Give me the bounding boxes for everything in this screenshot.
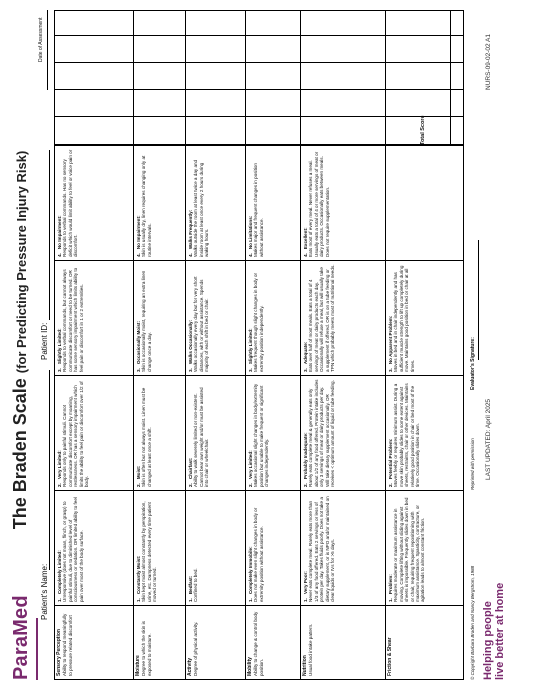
option-cell[interactable] xyxy=(301,261,385,376)
option-cell[interactable] xyxy=(55,376,133,491)
evaluator-signature-label: Evaluator's Signature: xyxy=(470,337,476,390)
option-num: 3. xyxy=(188,368,193,372)
title-sub: (for Predicting Pressure Injury Risk) xyxy=(14,150,29,374)
option-cell[interactable] xyxy=(246,491,300,606)
category-title: Moisture xyxy=(135,655,141,676)
option-cell[interactable] xyxy=(134,376,185,491)
category-row xyxy=(55,146,133,679)
option-text: Confined to bed. xyxy=(193,568,199,602)
option-text: Does not make even slight changes in body or extremity position without assistance. xyxy=(253,507,264,602)
category-title: Friction & Shear xyxy=(387,637,393,676)
option-text: Makes occasional slight changes in body/extremity position but unable to make frequent or significant changes independently. xyxy=(253,383,270,487)
option-cell[interactable] xyxy=(246,146,300,261)
option-name: Adequate: xyxy=(303,341,308,365)
option-cell[interactable] xyxy=(186,261,245,376)
option-cell[interactable] xyxy=(246,261,300,376)
option-name: Occasionally Moist: xyxy=(136,321,141,365)
option-cell[interactable] xyxy=(55,261,133,376)
category-desc: Ability to change & control body position. xyxy=(253,611,264,676)
date-line xyxy=(47,10,48,90)
evaluator-signature-field[interactable] xyxy=(478,240,479,360)
category-cell xyxy=(301,606,385,679)
option-name: Probably Inadequate: xyxy=(303,432,308,480)
option-text: Ability to walk severely limited or non-existent. Cannot bear own weight and/or must be assisted into chair or wheelchair. xyxy=(193,387,210,487)
option-cell[interactable] xyxy=(134,491,185,606)
page-title xyxy=(10,140,31,540)
option-text: Responds to verbal commands. Has no sensory deficit which would limit ability to feel or voice pain or discomfort. xyxy=(62,149,79,257)
option-name: Slightly Limited: xyxy=(248,328,253,365)
option-num: 1. xyxy=(136,598,141,602)
braden-table xyxy=(54,145,464,680)
score-grid xyxy=(54,10,464,145)
option-cell[interactable] xyxy=(246,376,300,491)
option-num: 1. xyxy=(388,598,393,602)
score-column-divider xyxy=(55,116,463,117)
category-row xyxy=(385,146,463,679)
option-text: Eats most of every meal. Never refuses a meal. Usually eats a total of 4 or more servings of meat or dairy products. Occasionally eats between meals. Does not require supplementation. xyxy=(308,151,330,257)
option-num: 3. xyxy=(248,368,253,372)
option-text: Skin kept moist almost constantly by perspiration, urine, etc. Dampness detected every time patient moved or turned. xyxy=(141,501,158,602)
option-num: 3. xyxy=(303,368,308,372)
score-row-divider xyxy=(450,11,451,144)
category-cell xyxy=(55,606,133,679)
option-num: 1. xyxy=(188,598,193,602)
option-name: Very Poor: xyxy=(303,571,308,595)
score-row-divider xyxy=(385,11,386,144)
category-title: Sensory Perception xyxy=(56,629,62,676)
option-cell[interactable] xyxy=(386,491,463,606)
option-text: Walks occasionally every day but for very short distances, with or without assistance. Spends majority of each shift in bed or chair. xyxy=(193,276,210,372)
logo-text: ParaMed xyxy=(10,595,32,680)
patient-id-label: Patient ID: xyxy=(40,322,49,360)
option-name: Potential Problem: xyxy=(388,438,393,480)
title-main: The Braden Scale xyxy=(10,378,30,530)
patient-id-field[interactable] xyxy=(49,150,50,320)
option-text: Eats over half of most meals. Eats a total of 4 servings of meat or dairy products each day. Occasionally will refuse a meal, but will usually take a supplement if offered. OR is on a tube feeding or TPN which probably meets most of nutritional needs. xyxy=(308,264,336,372)
option-name: No Limitations: xyxy=(248,215,253,250)
option-num: 2. xyxy=(248,483,253,487)
score-row-divider xyxy=(300,11,301,144)
option-num: 1. xyxy=(303,598,308,602)
category-desc: Usual food intake pattern. xyxy=(308,623,314,676)
option-text: Requires moderate or maximum assistance in moving. Complete lifting without sliding against sheets is impossible. Frequently slides down in bed or chair, requiring frequent repositioning with maximum assistance. Spasticity, contracture, or agitation leads to almost constant friction. xyxy=(393,497,426,602)
score-row-divider xyxy=(133,11,134,144)
option-name: No Apparent Problem: xyxy=(388,315,393,365)
option-cell[interactable] xyxy=(134,261,185,376)
option-text: Responds to verbal commands, but cannot always communicate discomfort or need to be turned. OR has some sensory impairment which limits ability to feel pain or discomfort in 1 or 2 extremities. xyxy=(62,267,84,372)
option-num: 4. xyxy=(136,253,141,257)
last-updated: LAST UPDATED: April 2025 xyxy=(485,398,492,480)
score-row-divider xyxy=(245,11,246,144)
option-name: Completely Immobile: xyxy=(248,546,253,595)
option-num: 4. xyxy=(57,253,62,257)
category-cell xyxy=(246,606,300,679)
option-text: Never eats complete meal. Rarely eats more than 1/3 of any food offered. Eats 2 servings or less of protein per day. Takes fluids poorly. Does not take a dietary supplement, or is NPO and/or maintained on clear liquids or IVs for >5 days. xyxy=(308,496,336,602)
option-cell[interactable] xyxy=(301,491,385,606)
option-cell[interactable] xyxy=(55,491,133,606)
option-name: Very Limited: xyxy=(248,450,253,480)
category-desc: Ability to respond meaningfully to pressure related discomfort xyxy=(62,613,73,676)
option-name: Completely Limited: xyxy=(57,550,62,595)
option-text: Responds only to painful stimuli. Cannot communicate discomfort except by moaning, restlessness. OR has a sensory impairment which limits the ability to feel pain or discomfort over 1/2 of body. xyxy=(62,381,90,487)
tagline-line-2: live better at home xyxy=(494,582,506,680)
reprinted-note: Reprinted with permission xyxy=(470,438,475,490)
option-num: 2. xyxy=(388,483,393,487)
option-num: 4. xyxy=(303,253,308,257)
date-of-assessment-label: Date of Assessment xyxy=(38,17,44,62)
category-desc: Degree of physical activity. xyxy=(193,621,199,676)
option-num: 3. xyxy=(57,368,62,372)
option-cell[interactable] xyxy=(386,261,463,376)
option-num: 2. xyxy=(136,483,141,487)
option-cell[interactable] xyxy=(186,491,245,606)
category-cell xyxy=(186,606,245,679)
option-num: 3. xyxy=(388,368,393,372)
option-name: Excellent: xyxy=(303,227,308,250)
option-cell xyxy=(386,146,463,261)
option-text: Makes major and frequent changes in position without assistance. xyxy=(253,163,264,257)
patient-name-field[interactable] xyxy=(49,370,50,570)
score-column-divider xyxy=(55,62,463,63)
patient-name-label: Patient's Name: xyxy=(40,563,49,620)
category-title: Nutrition xyxy=(302,655,308,676)
option-text: Makes frequent though slight changes in body or extremity position independently. xyxy=(253,272,264,372)
category-row xyxy=(133,146,185,679)
option-text: Skin is occasionally moist, requiring an extra linen change once a day. xyxy=(141,270,152,372)
option-cell[interactable] xyxy=(301,376,385,491)
option-name: Constantly Moist: xyxy=(136,555,141,595)
logo-underline xyxy=(36,618,38,680)
score-column-divider xyxy=(55,89,463,90)
option-text: Rarely eats complete meal & generally eats only about 1/2 of any food offered. Protein intake includes only 3 servings of meat or dairy products per day. Will take dietary supplement occasionally. OR receives < optimum amount of liquid or tube feeding. xyxy=(308,379,336,487)
option-name: Very Limited: xyxy=(57,450,62,480)
option-text: Walks outside the room at least twice a day and inside room at least once every 2 hours during waking hours. xyxy=(193,159,210,257)
total-score-label: Total Score xyxy=(420,115,426,145)
option-text: Moves in bed and in chair independently and has sufficient muscle strength to lift up completely during move. Maintains good position in bed or chair at all times. xyxy=(393,265,415,372)
option-num: 1. xyxy=(57,598,62,602)
option-name: No Impairment: xyxy=(136,215,141,250)
option-cell[interactable] xyxy=(55,146,133,261)
option-text: Unresponsive (does not moan, flinch, or grasp) to painful stimuli, due to diminished level of consciousness or sedation. OR limited ability to feel pain over most of the body surface. xyxy=(62,497,84,602)
paramed-logo xyxy=(10,595,33,680)
form-code: NURS-09-02-02 A1 xyxy=(485,34,492,90)
category-cell xyxy=(386,606,463,679)
option-name: Chairfast: xyxy=(188,457,193,480)
option-cell[interactable] xyxy=(186,146,245,261)
option-name: Slightly Limited: xyxy=(57,328,62,365)
score-row-divider xyxy=(185,11,186,144)
tagline-line-1: Helping people xyxy=(482,601,494,680)
option-num: 1. xyxy=(248,598,253,602)
form-footer xyxy=(470,0,533,690)
category-cell xyxy=(134,606,185,679)
option-num: 2. xyxy=(57,483,62,487)
category-row xyxy=(185,146,245,679)
option-name: Bedfast: xyxy=(188,575,193,595)
option-num: 4. xyxy=(248,253,253,257)
option-num: 2. xyxy=(303,483,308,487)
option-text: Moves feebly or requires minimum assist. During a move skin probably slides to some extent against sheets, restraints, chair or other devices. Maintains relatively good position in chair or bed most of the time. Occasionally slides down. xyxy=(393,383,421,487)
option-name: Problem: xyxy=(388,574,393,595)
copyright: © Copyright Barbara Braden and Nancy Bergstrom, 1988 xyxy=(470,565,475,680)
option-cell[interactable] xyxy=(301,146,385,261)
category-desc: Degree to which the skin is exposed to moisture. xyxy=(141,621,152,676)
option-cell[interactable] xyxy=(134,146,185,261)
option-cell[interactable] xyxy=(386,376,463,491)
tagline xyxy=(482,583,506,680)
category-title: Mobility xyxy=(247,657,253,676)
score-column-divider xyxy=(55,35,463,36)
option-num: 3. xyxy=(136,368,141,372)
option-num: 4. xyxy=(188,253,193,257)
option-cell[interactable] xyxy=(186,376,245,491)
option-name: Moist: xyxy=(136,465,141,480)
option-num: 2. xyxy=(188,483,193,487)
option-text: Skin is often but not always moist. Linen must be changed at least once a shift. xyxy=(141,387,152,487)
option-text: Skin is usually dry, linen requires changing only at routine intervals. xyxy=(141,155,152,257)
option-name: No Impairment: xyxy=(57,215,62,250)
category-row xyxy=(300,146,385,679)
category-row xyxy=(245,146,300,679)
option-name: Walks Occasionally: xyxy=(188,319,193,365)
option-name: Walks Frequently: xyxy=(188,209,193,250)
category-title: Activity xyxy=(187,657,193,676)
